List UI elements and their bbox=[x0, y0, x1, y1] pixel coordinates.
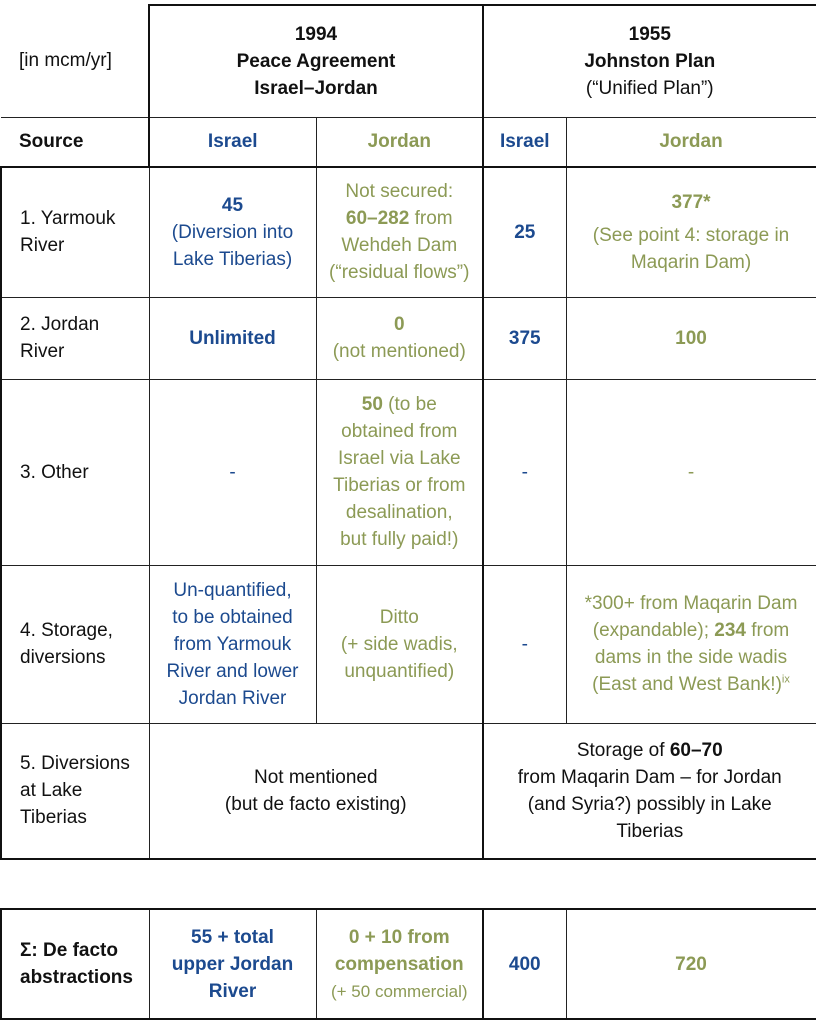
plan-name: Johnston Plan bbox=[584, 50, 716, 72]
value: 45 bbox=[221, 194, 244, 216]
cell-israel-1955: 375 bbox=[483, 297, 566, 379]
agreement-name: Peace Agreement bbox=[236, 50, 396, 72]
col-jordan-1994: Jordan bbox=[316, 117, 483, 167]
row-label bbox=[1, 565, 149, 723]
cell-jordan-1955 bbox=[566, 565, 816, 723]
row-other bbox=[1, 379, 816, 565]
row-yarmouk bbox=[1, 167, 816, 297]
cell-israel-1994 bbox=[149, 909, 316, 1019]
cell-israel-1955: 400 bbox=[483, 909, 566, 1019]
note: Storage of bbox=[576, 739, 670, 761]
row-label-line: Σ: De facto bbox=[20, 940, 118, 961]
spacer-cell bbox=[566, 859, 816, 909]
col-israel-1955: Israel bbox=[483, 117, 566, 167]
header-row-columns bbox=[1, 117, 816, 167]
note: from Maqarin Dam – for Jordan bbox=[517, 766, 782, 788]
spacer-cell bbox=[316, 859, 483, 909]
cell-jordan-1955 bbox=[566, 167, 816, 297]
spacer-row bbox=[1, 859, 816, 909]
row-label-line: diversions bbox=[20, 647, 106, 668]
cell-israel-1994 bbox=[149, 167, 316, 297]
cell-plan-1955 bbox=[483, 723, 816, 859]
cell-jordan-1955: 720 bbox=[566, 909, 816, 1019]
water-allocation-table bbox=[0, 4, 816, 1020]
note: (and Syria?) possibly in Lake bbox=[527, 793, 772, 815]
row-label-line: at Lake bbox=[20, 780, 83, 802]
note: River and lower bbox=[166, 660, 299, 682]
value: compensation bbox=[334, 953, 464, 975]
note: (expandable); bbox=[592, 620, 715, 641]
col-jordan-1955: Jordan bbox=[566, 117, 816, 167]
header-row-titles bbox=[1, 5, 816, 117]
row-label-line: River bbox=[20, 341, 65, 362]
note: Tiberias or from bbox=[333, 475, 466, 496]
row-label bbox=[1, 167, 149, 297]
note: (Diversion into bbox=[171, 221, 294, 243]
spacer-cell bbox=[483, 859, 566, 909]
row-label-line: 4. Storage, bbox=[20, 620, 113, 641]
row-diversions bbox=[1, 723, 816, 859]
row-jordan-river bbox=[1, 297, 816, 379]
cell-jordan-1994 bbox=[316, 565, 483, 723]
note: (East and West Bank!) bbox=[592, 674, 782, 695]
cell-jordan-1994 bbox=[316, 909, 483, 1019]
note: (“residual flows”) bbox=[329, 262, 470, 284]
note: Ditto bbox=[379, 606, 419, 628]
note: Tiberias bbox=[616, 820, 684, 842]
value: 55 + total bbox=[191, 926, 274, 948]
units-label: [in mcm/yr] bbox=[1, 5, 149, 117]
note: Maqarin Dam) bbox=[630, 251, 752, 273]
cell-agreement-1994 bbox=[149, 723, 483, 859]
value: upper Jordan bbox=[171, 953, 294, 975]
value: 60–70 bbox=[669, 739, 723, 761]
value: 377* bbox=[671, 191, 711, 213]
note: (+ 50 commercial) bbox=[331, 981, 468, 1001]
cell-israel-1955: - bbox=[483, 379, 566, 565]
note: (not mentioned) bbox=[332, 341, 466, 362]
row-label-line: abstractions bbox=[20, 967, 133, 988]
agreement-year: 1994 bbox=[294, 23, 338, 45]
footnote-marker: ix bbox=[781, 673, 790, 686]
note: unquantified) bbox=[344, 660, 455, 682]
row-label-line: 5. Diversions bbox=[20, 753, 130, 775]
value: 60–282 bbox=[345, 208, 410, 230]
row-label bbox=[1, 909, 149, 1019]
note: from bbox=[745, 620, 790, 641]
value: 50 bbox=[361, 394, 383, 415]
cell-jordan-1994 bbox=[316, 379, 483, 565]
value: 0 bbox=[393, 314, 405, 335]
note: from bbox=[409, 208, 453, 230]
note: Un-quantified, bbox=[173, 579, 292, 601]
row-label-line: 1. Yarmouk bbox=[20, 208, 116, 230]
row-label: 3. Other bbox=[1, 379, 149, 565]
row-label-line: Tiberias bbox=[20, 807, 87, 829]
note: Not mentioned bbox=[253, 766, 378, 788]
cell-jordan-1994 bbox=[316, 297, 483, 379]
note: dams in the side wadis bbox=[594, 647, 788, 668]
cell-israel-1955: - bbox=[483, 565, 566, 723]
cell-israel-1994: - bbox=[149, 379, 316, 565]
col-israel-1994: Israel bbox=[149, 117, 316, 167]
agreement-parties: Israel–Jordan bbox=[254, 77, 378, 99]
agreement-1994-header bbox=[149, 5, 483, 117]
note: (See point 4: storage in bbox=[592, 224, 790, 246]
row-label-line: River bbox=[20, 235, 65, 257]
cell-israel-1994: Unlimited bbox=[149, 297, 316, 379]
spacer-cell bbox=[1, 859, 149, 909]
plan-1955-header bbox=[483, 5, 816, 117]
row-storage bbox=[1, 565, 816, 723]
note: (to be bbox=[382, 394, 437, 415]
note: desalination, bbox=[345, 502, 453, 523]
row-label-line: 2. Jordan bbox=[20, 314, 100, 335]
note: Israel via Lake bbox=[338, 448, 461, 469]
cell-jordan-1994 bbox=[316, 167, 483, 297]
note: obtained from bbox=[341, 421, 458, 442]
cell-israel-1994 bbox=[149, 565, 316, 723]
source-label: Source bbox=[1, 117, 149, 167]
note: Wehdeh Dam bbox=[341, 235, 458, 257]
note: Jordan River bbox=[178, 687, 287, 709]
row-total bbox=[1, 909, 816, 1019]
row-label bbox=[1, 297, 149, 379]
cell-jordan-1955: 100 bbox=[566, 297, 816, 379]
note: (+ side wadis, bbox=[340, 633, 458, 655]
spacer-cell bbox=[149, 859, 316, 909]
plan-alias: (“Unified Plan”) bbox=[585, 77, 714, 99]
note: *300+ from Maqarin Dam bbox=[584, 593, 798, 614]
cell-jordan-1955: - bbox=[566, 379, 816, 565]
value: 0 + 10 from bbox=[348, 926, 450, 948]
note: but fully paid!) bbox=[340, 529, 459, 550]
note: Lake Tiberias) bbox=[172, 248, 293, 270]
note: from Yarmouk bbox=[173, 633, 292, 655]
note: (but de facto existing) bbox=[224, 793, 407, 815]
cell-israel-1955: 25 bbox=[483, 167, 566, 297]
note: Not secured: bbox=[345, 181, 454, 203]
row-label bbox=[1, 723, 149, 859]
note: to be obtained bbox=[172, 606, 293, 628]
plan-year: 1955 bbox=[628, 23, 671, 45]
value: 234 bbox=[714, 620, 746, 641]
value: River bbox=[208, 980, 257, 1002]
